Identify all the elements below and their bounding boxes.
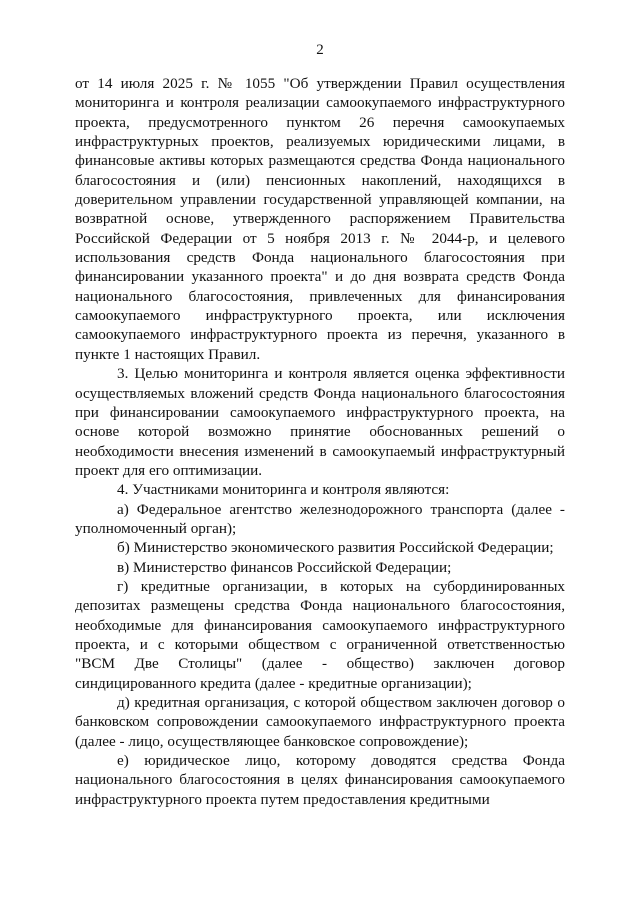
- paragraph-item-3: 3. Целью мониторинга и контроля является оценка эффективности осуществляемых вложений средств Фонда национального благосостояния при финансировании самоокупаемого инфраструктурного проекта, на основе которой возможно принятие обоснованных решений о необходимости внесения изменений в самоокупаемый инфраструктурный проект для его оптимизации.: [75, 365, 565, 479]
- paragraph-item-4v: в) Министерство финансов Российской Федерации;: [117, 558, 452, 576]
- document-body: [75, 74, 565, 809]
- paragraph-item-4: 4. Участниками мониторинга и контроля являются:: [117, 481, 450, 499]
- paragraph-item-4e: е) юридическое лицо, которому доводятся средства Фонда национального благосостояния в целях финансирования самоокупаемого инфраструктурного проекта путем предоставления кредитными: [75, 752, 565, 808]
- paragraph-item-4b: б) Министерство экономического развития Российской Федерации;: [117, 539, 554, 557]
- paragraph-item-4d: д) кредитная организация, с которой обществом заключен договор о банковском сопровождении самоокупаемого инфраструктурного проекта (далее - лицо, осуществляющее банковское сопровождение);: [75, 694, 565, 750]
- paragraph-continuation: от 14 июля 2025 г. № 1055 "Об утверждении Правил осуществления мониторинга и контроля реализации самоокупаемого инфраструктурного проекта, предусмотренного пунктом 26 перечня самоокупаемых инфраструктурных проектов, реализуемых юридическими лицами, в финансовые активы которых размещаются средства Фонда национального благосостояния и (или) пенсионных накоплений, находящихся в доверительном управлении государственной управляющей компании, на возвратной основе, утвержденного распоряжением Правительства Российской Федерации от 5 ноября 2013 г. № 2044-р, и целевого использования средств Фонда национального благосостояния при финансировании указанного проекта" и до дня возврата средств Фонда национального благосостояния, привлеченных для финансирования самоокупаемого инфраструктурного проекта, или исключения самоокупаемого инфраструктурного проекта из перечня, указанного в пункте 1 настоящих Правил.: [75, 75, 565, 363]
- paragraph-item-4g: г) кредитные организации, в которых на субординированных депозитах размещены средства Фонда национального благосостояния, необходимые для финансирования самоокупаемого инфраструктурного проекта, и с которыми обществом с ограниченной ответственностью "ВСМ Две Столицы" (далее - общество) заключен договор синдицированного кредита (далее - кредитные организации);: [75, 577, 565, 692]
- paragraph-item-4a: а) Федеральное агентство железнодорожного транспорта (далее - уполномоченный орган);: [75, 500, 565, 537]
- page-number: 2: [316, 42, 324, 58]
